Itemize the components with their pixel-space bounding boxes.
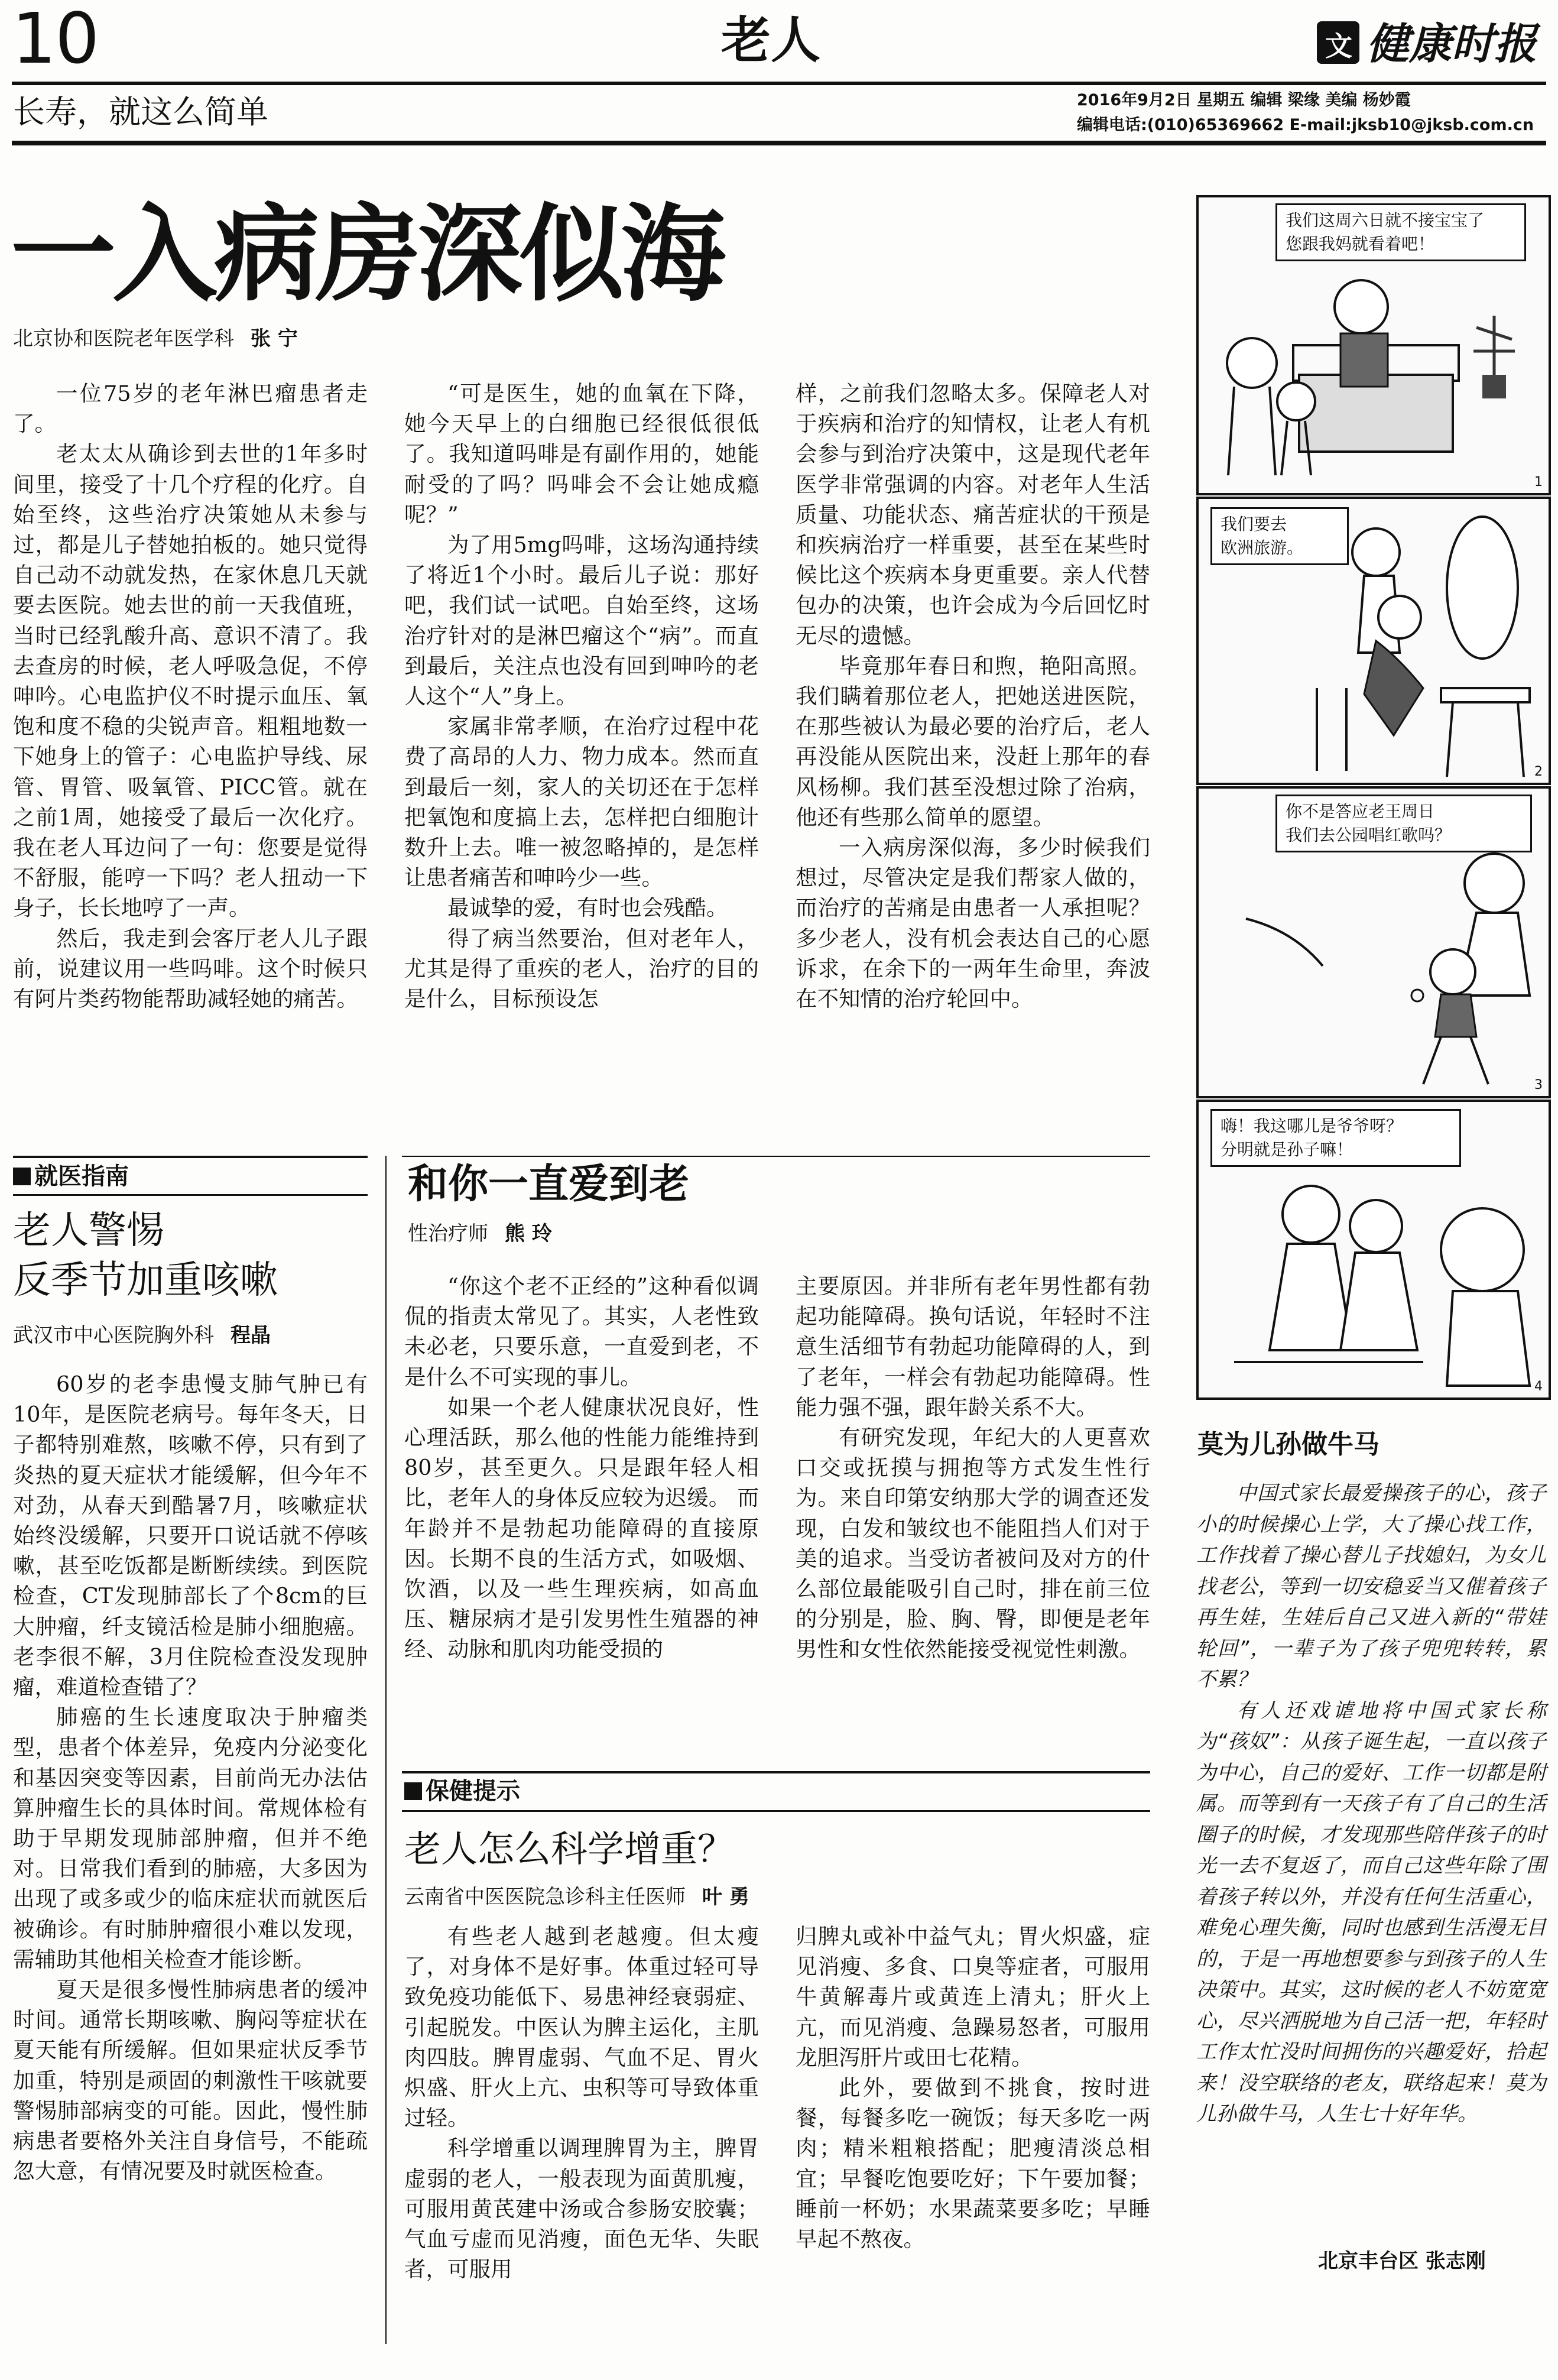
main-byline: [13, 325, 298, 352]
love-paragraph: 主要原因。并非所有老年男性都有勃起功能障碍。换句话说，年轻时不注意生活细节有勃起功能障碍的人，到了老年，一样会有勃起功能障碍。性能力强不强，跟年龄关系不大。: [796, 1273, 1150, 1420]
main-paragraph: “可是医生，她的血氧在下降，她今天早上的白细胞已经很低很低了。我知道吗啡是有副作用的，她能耐受的了吗？吗啡会不会让她成瘾呢？”: [404, 381, 759, 527]
cough-section-rule: [13, 1156, 368, 1158]
love-paragraph: 如果一个老人健康状况良好，性心理活跃，那么他的性能力能维持到80岁，甚至更久。只是跟年轻人相比，老年人的身体反应较为迟缓。 而年龄并不是勃起功能障碍的直接原因。长期不良的生活方式，如吸烟、饮酒，以及一些生理疾病，如高血压、糖尿病才是引发男性生殖器的神经、动脉和肌肉功能受损的: [404, 1394, 759, 1662]
weight-paragraph: 科学增重以调理脾胃为主，脾胃虚弱的老人，一般表现为面黄肌瘦，可服用黄芪建中汤或合参肠安胶囊；气血亏虚而见消瘦，面色无华、失眠者，可服用: [404, 2135, 759, 2282]
weight-col-2: [796, 1921, 1150, 2254]
main-paragraph: 为了用5mg吗啡，这场沟通持续了将近1个小时。最后儿子说：那好吧，我们试一试吧。自始至终，这场治疗针对的是淋巴瘤这个“病”。而直到最后，关注点也没有回到呻吟的老人这个“人”身上。: [404, 532, 759, 709]
comic-panel-3: [1196, 786, 1551, 1098]
logo-seal-icon: 文: [1317, 21, 1359, 64]
masthead-name: 健康时报: [1367, 19, 1537, 69]
speech-text: 嗨！我这哪儿是爷爷呀？ 分明就是孙子嘛！: [1221, 1116, 1403, 1159]
comic-panel-2: [1196, 497, 1551, 785]
comic-drawing-grandpa-child: [1199, 789, 1549, 1096]
cough-paragraph: 60岁的老李患慢支肺气肿已有10年，是医院老病号。每年冬天，日子都特别难熬，咳嗽不停，只有到了炎热的夏天症状才能缓解，但今年不对劲，从春天到酷暑7月，咳嗽症状始终没缓解，只要开口说话就不停咳嗽，甚至吃饭都是断断续续。到医院检查，CT发现肺部长了个8cm的巨大肿瘤，纤支镜活检是肺小细胞癌。老李很不解，3月住院检查没发现肿瘤，难道检查错了？: [13, 1371, 368, 1700]
love-author: 熊 玲: [505, 1222, 552, 1246]
main-paragraph: 得了病当然要治，但对老年人，尤其是得了重疾的老人，治疗的目的是什么，目标预设怎: [404, 925, 759, 1012]
cough-body: [13, 1369, 368, 2186]
weight-headline: 老人怎么科学增重？: [404, 1827, 735, 1870]
main-col-3: [796, 378, 1150, 1014]
cough-author: 程晶: [231, 1324, 271, 1347]
comic-drawing-family-phone: [1199, 197, 1549, 493]
love-byline: [408, 1220, 552, 1247]
masthead-logo: [1317, 18, 1547, 71]
cough-paragraph: 肺癌的生长速度取决于肿瘤类型，患者个体差异，免疫内分泌变化和基因突变等因素，目前尚无办法估算肿瘤生长的具体时间。常规体检有助于早期发现肺部肿瘤，但并不绝对。日常我们看到的肺癌，大多因为出现了或多或少的临床症状而就医后被确诊。有时肺肿瘤很小难以发现，需辅助其他相关检查才能诊断。: [13, 1704, 368, 1972]
weight-paragraph: 此外，要做到不挑食，按时进餐，每餐多吃一碗饭；每天多吃一两肉；精米粗粮搭配；肥瘦清淡总相宜；早餐吃饱要吃好；下午要加餐；睡前一杯奶；水果蔬菜要多吃；早睡早起不熬夜。: [796, 2075, 1150, 2252]
main-paragraph: 样，之前我们忽略太多。保障老人对于疾病和治疗的知情权，让老人有机会参与到治疗决策中，这是现代老年医学非常强调的内容。对老年人生活质量、功能状态、痛苦症状的干预是和疾病治疗一样重要，甚至在某些时候比这个疾病本身更重要。亲人代替包办的决策，也许会成为今后回忆时无尽的遗憾。: [796, 381, 1150, 648]
weight-byline-org: 云南省中医医院急诊科主任医师: [404, 1885, 686, 1909]
love-paragraph: “你这个老不正经的”这种看似调侃的指责太常见了。其实，人老性致未必老，只要乐意，一直爱到老，不是什么不可实现的事儿。: [404, 1273, 759, 1390]
main-paragraph: 一入病房深似海，多少时候我们想过，尽管决定是我们帮家人做的，而治疗的苦痛是由患者一人承担呢？多少老人，没有机会表达自己的心愿诉求，在余下的一两年生命里，奔波在不知情的治疗轮回中。: [796, 835, 1150, 1012]
square-bullet-icon: [404, 1782, 422, 1800]
header-top-rule: [12, 82, 1546, 85]
speech-text: 我们要去 欧洲旅游。: [1221, 514, 1304, 557]
cough-byline: [13, 1322, 271, 1349]
square-bullet-icon: [13, 1168, 31, 1185]
cough-title-1: 老人警惕: [13, 1209, 164, 1253]
essay-body: [1196, 1478, 1546, 2130]
cough-paragraph: 夏天是很多慢性肺病患者的缓冲时间。通常长期咳嗽、胸闷等症状在夏天能有所缓解。但如果症状反季节加重，特别是顽固的刺激性干咳就要警惕肺部病变的可能。因此，慢性肺病患者要格外关注自身信号，不能疏忽大意，有情况要及时就医检查。: [13, 1977, 368, 2184]
weight-paragraph: 归脾丸或补中益气丸；胃火炽盛，症见消瘦、多食、口臭等症者，可服用牛黄解毒片或黄连上清丸；肝火上亢，而见消瘦、急躁易怒者，可服用龙胆泻肝片或田七花精。: [796, 1924, 1150, 2070]
cough-section-label: [13, 1160, 129, 1193]
weight-section-text: 保健提示: [426, 1778, 520, 1805]
love-paragraph: 有研究发现，年纪大的人更喜欢口交或抚摸与拥抱等方式发生性行为。来自印第安纳那大学的调查还发现，白发和皱纹也不能阻挡人们对于美的追求。当受访者被问及对方的什么部位最能吸引自己时，排在前三位的分别是，脸、胸、臀，即便是老年男性和女性依然能接受视觉性刺激。: [796, 1425, 1150, 1662]
speech-text: 我们这周六日就不接宝宝了 您跟我妈就看着吧！: [1286, 210, 1485, 254]
main-paragraph: 然后，我走到会客厅老人儿子跟前，说建议用一些吗啡。这个时候只有阿片类药物能帮助减轻她的痛苦。: [13, 925, 368, 1012]
essay-author: 北京丰台区 张志刚: [1318, 2249, 1486, 2273]
comic-drawing-couple-mirror: [1199, 499, 1549, 783]
love-col-2: [796, 1271, 1150, 1665]
cough-title-2: 反季节加重咳嗽: [13, 1259, 278, 1302]
essay-paragraph: 有人还戏谑地将中国式家长称为“孩奴”：从孩子诞生起，一直以孩子为中心，自己的爱好、工作一切都是附属。而等到有一天孩子有了自己的生活圈子的时候，才发现那些陪伴孩子的时光一去不复返了，而自己这些年除了围着孩子转以外，并没有任何生活重心，难免心理失衡，同时也感到生活漫无目的，于是一再地想要参与到孩子的人生决策中。其实，这时候的老人不妨宽宽心，尽兴洒脱地为自己活一把，年轻时工作太忙没时间拥伤的兴趣爱好，拾起来！没空联络的老友，联络起来！莫为儿孙做牛马，人生七十好年华。: [1196, 1698, 1546, 2126]
panel-number: 1: [1534, 475, 1543, 489]
essay-headline: 莫为儿孙做牛马: [1197, 1429, 1380, 1460]
weight-col-1: [404, 1921, 759, 2284]
comic-panel-4: [1196, 1100, 1551, 1400]
cough-section-text: 就医指南: [34, 1163, 129, 1190]
main-col-2: [404, 378, 759, 1014]
weight-section-rule: [402, 1771, 1150, 1773]
main-byline-org: 北京协和医院老年医学科: [13, 327, 234, 351]
weight-section-rule-bottom: [402, 1810, 1150, 1812]
main-paragraph: 一位75岁的老年淋巴瘤患者走了。: [13, 381, 368, 437]
love-col-1: [404, 1271, 759, 1665]
main-paragraph: 最诚挚的爱，有时也会残酷。: [447, 895, 728, 921]
main-paragraph: 毕竟那年春日和煦，艳阳高照。我们瞒着那位老人，把她送进医院，在那些被认为最必要的治疗后，老人再没能从医院出来，没赶上那年的春风杨柳。我们甚至没想过除了治病，他还有些那么简单的愿望。: [796, 653, 1150, 830]
weight-paragraph: 有些老人越到老越瘦。但太瘦了，对身体不是好事。体重过轻可导致免疫功能低下、易患神经衰弱症、引起脱发。中医认为脾主运化，主肌肉四肢。脾胃虚弱、气血不足、胃火炽盛、肝火上亢、虫积等可导致体重过轻。: [404, 1924, 759, 2131]
comic-drawing-grandparents-bench: [1199, 1102, 1549, 1397]
panel-number: 4: [1534, 1379, 1543, 1394]
weight-author: 叶 勇: [702, 1885, 749, 1909]
cough-section-rule-bottom: [13, 1194, 368, 1196]
main-headline: 一入病房深似海: [11, 192, 722, 316]
love-headline: 和你一直爱到老: [408, 1161, 690, 1208]
vertical-divider-left: [385, 1156, 387, 2344]
date-editor-line: 2016年9月2日 星期五 编辑 梁缘 美编 杨妙霞: [1077, 91, 1411, 109]
essay-paragraph: 中国式家长最爱操孩子的心，孩子小的时候操心上学，大了操心找工作，工作找着了操心替儿子找媳妇，为女儿找老公，等到一切安稳妥当又催着孩子再生娃，生娃后自己又进入新的“带娃轮回”，一辈子为了孩子兜兜转转，累不累？: [1196, 1481, 1546, 1691]
panel-number: 2: [1534, 764, 1543, 779]
panel-number: 3: [1534, 1078, 1543, 1092]
main-paragraph: 老太太从确诊到去世的1年多时间里，接受了十几个疗程的化疗。自始至终，这些治疗决策她从未参与过，都是儿子替她拍板的。她只觉得自己动不动就发热，在家休息几天就要去医院。她去世的前一天我值班，当时已经乳酸升高、意识不清了。我去查房的时候，老人呼吸急促，不停呻吟。心电监护仪不时提示血压、氧饱和度不稳的尖锐声音。粗粗地数一下她身上的管子：心电监护导线、尿管、胃管、吸氧管、PICC管。就在之前1周，她接受了最后一次化疗。 我在老人耳边问了一句：您要是觉得不舒服，能哼一下吗？老人扭动一下身子，长长地哼了一声。: [13, 441, 368, 921]
page-number: 10: [12, 0, 99, 79]
section-title: 老人: [721, 11, 821, 69]
main-col-1: [13, 378, 368, 1014]
weight-section-label: [404, 1775, 520, 1808]
header-bottom-rule: [12, 141, 1546, 145]
love-byline-org: 性治疗师: [408, 1222, 488, 1246]
main-paragraph: 家属非常孝顺，在治疗过程中花费了高昂的人力、物力成本。然而直到最后一刻，家人的关切还在于怎样把氧饱和度搞上去，怎样把白细胞计数升上去。唯一被忽略掉的，是怎样让患者痛苦和呻吟少一些。: [404, 714, 759, 891]
contact-line: 编辑电话:(010)65369662 E-mail:jksb10@jksb.com.cn: [1077, 116, 1534, 134]
column-slogan: 长寿，就这么简单: [13, 93, 268, 131]
main-author: 张 宁: [251, 327, 298, 351]
comic-panel-1: [1196, 195, 1551, 495]
speech-text: 你不是答应老王周日 我们去公园唱红歌吗？: [1286, 802, 1452, 845]
weight-byline: [404, 1883, 749, 1911]
cough-byline-org: 武汉市中心医院胸外科: [13, 1324, 214, 1347]
